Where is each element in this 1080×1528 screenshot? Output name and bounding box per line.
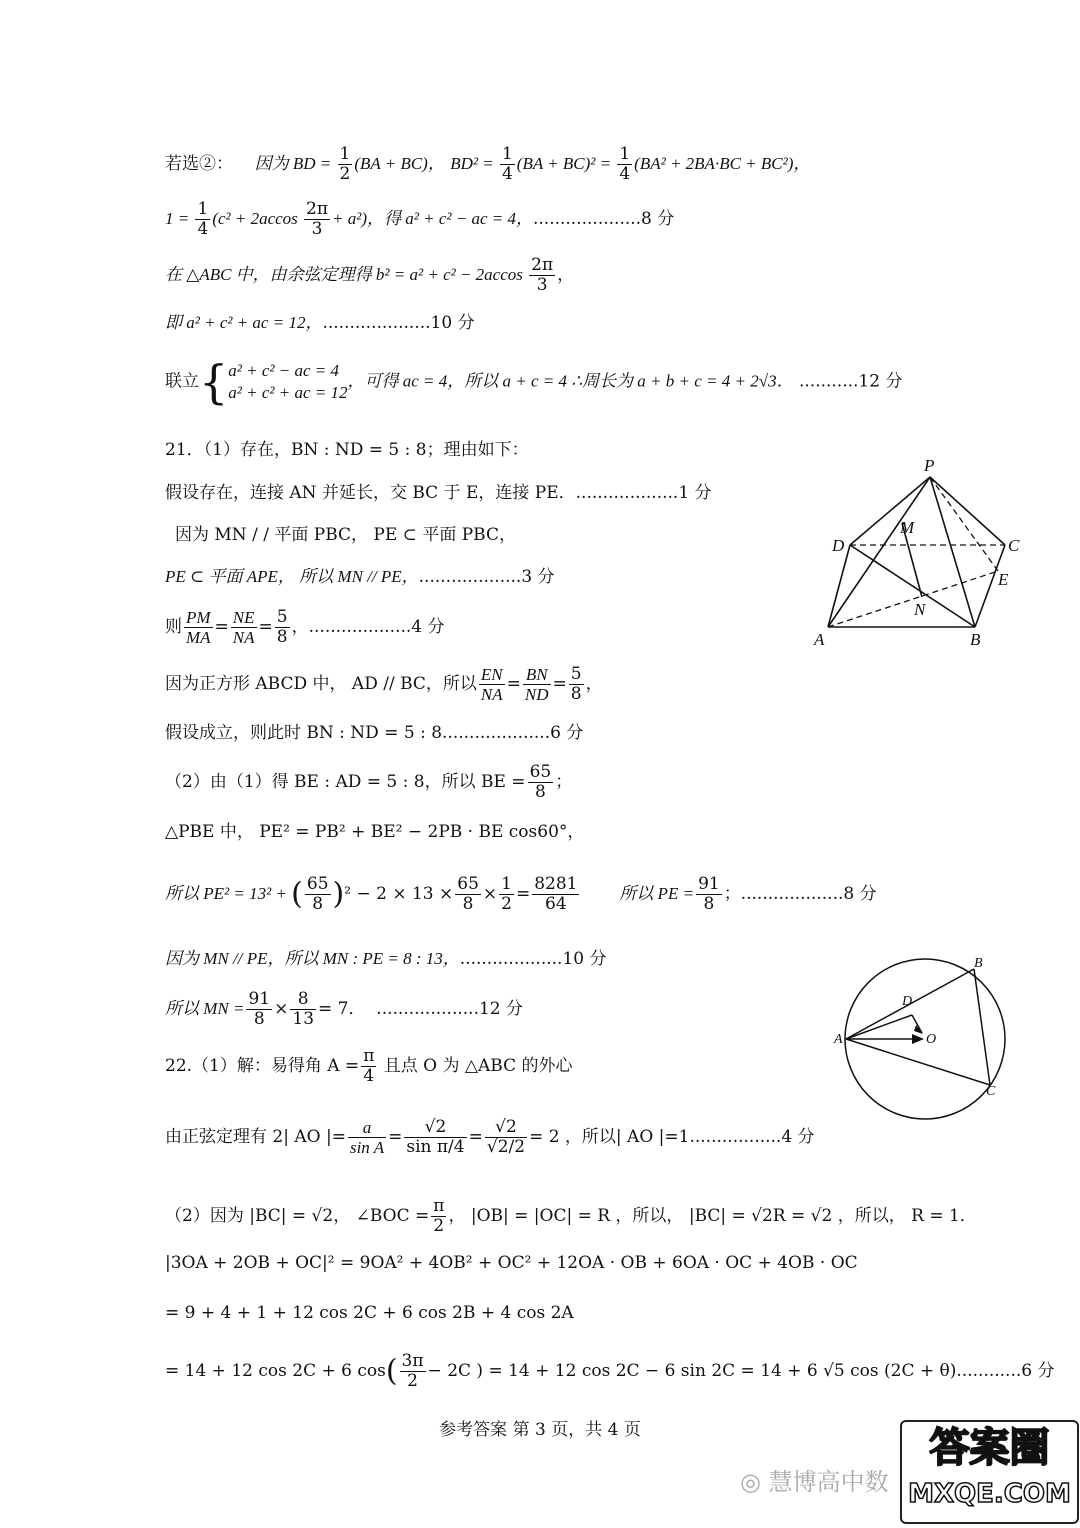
- p21-line12: 所以 MN = $\frac{91}{8}$ × $\frac{8}{13}$ = 7． ...................12 分: [165, 989, 524, 1029]
- label-M: M: [900, 518, 915, 537]
- label-B: B: [974, 956, 983, 971]
- label-B: B: [970, 630, 981, 649]
- label-A: A: [814, 630, 825, 649]
- p22-line5: = 9 + 4 + 1 + 12 cos 2C + 6 cos 2B + 4 cos 2A: [165, 1303, 574, 1323]
- arrowhead-O: [912, 1034, 924, 1044]
- fraction: $\frac{65}{8}$: [306, 874, 329, 914]
- p21-line2: 假设存在，连接 AN 并延长，交 BC 于 E，连接 PE．...................1 分: [165, 483, 712, 503]
- fraction: $\frac{EN}{NA}$: [480, 665, 503, 704]
- edge-AD: [828, 545, 850, 627]
- fraction: $\frac{2\pi}{3}$: [531, 255, 554, 295]
- fraction: $\frac{91}{8}$: [698, 874, 720, 914]
- vector-AD: [846, 1015, 912, 1039]
- p22-line6: = 14 + 12 cos 2C + 6 cos( $\frac{3\pi}{2}$ − 2C ) = 14 + 12 cos 2C − 6 sin 2C = 14 + 6 √5 cos (2C + θ)............6 分: [165, 1351, 1055, 1391]
- p21-line6: 因为正方形 ABCD 中， AD // BC，所以 $\frac{EN}{NA}$ = $\frac{BN}{ND}$ = $\frac{5}{8}$ ，: [165, 664, 603, 704]
- p20-line2: 1 = $\frac{1}{4}$ (c² + 2accos $\frac{2\pi}{3}$ + a²)，得 a² + c² − ac = 4，....................8 分: [165, 199, 675, 239]
- circle-figure: [828, 955, 1018, 1125]
- fraction: $\frac{8281}{64}$: [534, 874, 578, 914]
- fraction: $\frac{\pi}{2}$: [433, 1196, 445, 1236]
- fraction: $\frac{1}{4}$: [619, 144, 631, 184]
- p20-line5: 联立{a² + c² − ac = 4 a² + c² + ac = 12，可得 ac = 4，所以 a + c = 4 ∴周长为 a + b + c = 4 + 2√3． ...........12 分: [165, 355, 903, 409]
- fraction: $\frac{8}{13}$: [292, 989, 315, 1029]
- wechat-watermark: ◎ 慧博高中数: [740, 1468, 889, 1496]
- p20-line1: 若选②： 因为 BD = $\frac{1}{2}$ (BA + BC)， BD² = $\frac{1}{4}$ (BA + BC)² = $\frac{1}{4}$ (BA² + 2BA·BC + BC²)，: [165, 144, 811, 184]
- pyramid-figure: [810, 455, 1040, 655]
- p21-line8: （2）由（1）得 BE : AD = 5 : 8，所以 BE = $\frac{65}{8}$ ；: [165, 762, 573, 802]
- label-C: C: [1008, 536, 1020, 555]
- side-BC: [974, 969, 990, 1085]
- fraction: $\frac{5}{8}$: [570, 664, 582, 704]
- label-C: C: [986, 1084, 996, 1099]
- label-D: D: [832, 536, 845, 555]
- p21-line10: 所以 PE² = 13² + ( $\frac{65}{8}$ )² − 2 × 13 × $\frac{65}{8}$ × $\frac{1}{2}$ = $\frac{8281}{64}$ 所以 PE = $\frac{91}{8}$ ；...................8 分: [165, 874, 877, 914]
- line-PE-hidden: [930, 477, 998, 571]
- side-AC: [846, 1039, 990, 1085]
- fraction: $\frac{√2}{\text{sin π/4}}$: [406, 1117, 465, 1157]
- p22-line4: |3OA + 2OB + OC|² = 9OA² + 4OB² + OC² + 12OA · OB + 6OA · OC + 4OB · OC: [165, 1253, 858, 1273]
- fraction: $\frac{3\pi}{2}$: [401, 1351, 424, 1391]
- label-N: N: [914, 600, 926, 619]
- p21-line1: 21．（1）存在，BN : ND = 5 : 8；理由如下：: [165, 440, 529, 460]
- fraction: $\frac{a}{\text{sin A}}$: [349, 1118, 385, 1157]
- fraction: $\frac{1}{4}$: [197, 199, 209, 239]
- fraction: $\frac{65}{8}$: [457, 874, 479, 914]
- fraction: $\frac{NE}{NA}$: [232, 608, 255, 647]
- p20-line4: 即 a² + c² + ac = 12，....................10 分: [165, 313, 475, 333]
- fraction: $\frac{65}{8}$: [529, 762, 552, 802]
- p21-line4: PE ⊂ 平面 APE， 所以 MN // PE，...................3 分: [165, 567, 555, 587]
- p22-line3: （2）因为 |BC| = √2， ∠BOC = $\frac{\pi}{2}$ ， |OB| = |OC| = R ，所以， |BC| = √2R = √2 ，所以， R = 1．: [165, 1196, 977, 1236]
- p20-line3: 在 △ABC 中，由余弦定理得 b² = a² + c² − 2accos $\frac{2\pi}{3}$ ，: [165, 255, 575, 295]
- fraction: $\frac{PM}{MA}$: [186, 608, 211, 647]
- p21-line5: 则 $\frac{PM}{MA}$ = $\frac{NE}{NA}$ = $\frac{5}{8}$ ，...................4 分: [165, 607, 445, 647]
- p21-line9: △PBE 中， PE² = PB² + BE² − 2PB · BE cos60°，: [165, 822, 585, 842]
- page-footer: 参考答案 第 3 页，共 4 页: [439, 1420, 641, 1440]
- fraction: $\frac{5}{8}$: [276, 607, 288, 647]
- edge-PB: [930, 477, 975, 627]
- fraction: $\frac{2\pi}{3}$: [306, 199, 329, 239]
- label-P: P: [924, 456, 935, 475]
- fraction: $\frac{1}{2}$: [339, 144, 351, 184]
- equation-system: a² + c² − ac = 4 a² + c² + ac = 12: [228, 361, 348, 402]
- p21-line11: 因为 MN // PE，所以 MN : PE = 8 : 13，...................10 分: [165, 949, 607, 969]
- edge-DB: [850, 545, 975, 627]
- p21-line3: 因为 MN / / 平面 PBC， PE ⊂ 平面 PBC，: [175, 525, 516, 545]
- site-logo: 答案圈 MXQE.COM: [900, 1420, 1079, 1524]
- p21-line7: 假设成立，则此时 BN : ND = 5 : 8....................6 分: [165, 723, 584, 743]
- label-O: O: [926, 1032, 937, 1047]
- fraction: $\frac{BN}{ND}$: [524, 665, 549, 704]
- fraction: $\frac{\pi}{4}$: [363, 1046, 375, 1086]
- wechat-icon: ◎: [740, 1468, 761, 1496]
- fraction: $\frac{1}{4}$: [501, 144, 513, 184]
- p22-line2: 由正弦定理有 2| AO |= $\frac{a}{\text{sin A}}$ = $\frac{√2}{\text{sin π/4}}$ = $\frac{√2}{√2/2}$ = 2 ，所以| AO |=1.................4 分: [165, 1117, 815, 1157]
- label-A: A: [834, 1032, 843, 1047]
- fraction: $\frac{1}{2}$: [501, 874, 512, 914]
- label-D: D: [902, 994, 913, 1009]
- edge-PC: [930, 477, 1005, 545]
- fraction: $\frac{√2}{√2/2}$: [486, 1117, 526, 1157]
- label-E: E: [998, 570, 1009, 589]
- p22-line1: 22.（1）解：易得角 A = $\frac{\pi}{4}$ 且点 O 为 △ABC 的外心: [165, 1046, 573, 1086]
- fraction: $\frac{91}{8}$: [248, 989, 271, 1029]
